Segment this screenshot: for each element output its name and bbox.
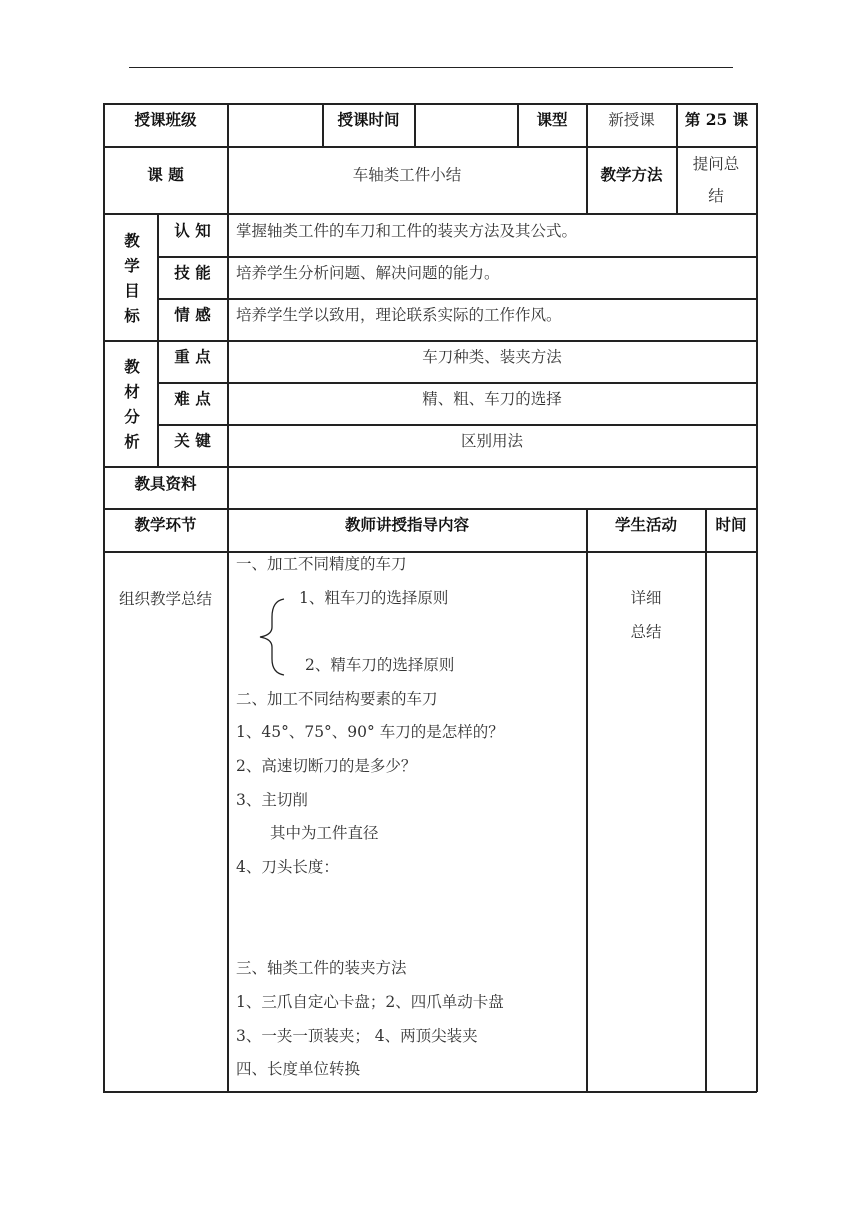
type-value: 新授课: [608, 111, 655, 129]
content-line: 1、粗车刀的选择原则: [299, 589, 449, 607]
analysis-text-difficult: 精、粗、车刀的选择: [422, 390, 562, 408]
time-label: 授课时间: [337, 110, 400, 129]
objectives-label: 教学目标: [124, 231, 140, 325]
objective-text-emotion: 培养学生学以致用，理论联系实际的工作作风。: [236, 306, 562, 324]
content-line: 二、加工不同结构要素的车刀: [236, 690, 438, 708]
content-header: 教师讲授指导内容: [344, 515, 469, 534]
analysis-label: 教材分析: [124, 357, 140, 451]
header-rule: [129, 67, 733, 68]
lesson-number: 第 25 课: [684, 110, 749, 129]
objective-text-cognition: 掌握轴类工件的车刀和工件的装夹方法及其公式。: [236, 222, 578, 240]
analysis-text-key: 车刀种类、装夹方法: [422, 348, 562, 366]
content-line: 其中为工件直径: [270, 824, 379, 842]
content-line: 2、精车刀的选择原则: [305, 656, 455, 674]
student-header: 学生活动: [614, 515, 677, 534]
student-activity-line1: 详细: [630, 589, 662, 607]
content-line: 1、三爪自定心卡盘；2、四爪单动卡盘: [236, 993, 504, 1011]
time-header: 时间: [715, 515, 747, 534]
method-value: 提问总结: [692, 155, 740, 205]
analysis-text-critical: 区别用法: [460, 432, 523, 450]
stage-cell: 组织教学总结: [118, 590, 212, 608]
analysis-label-key: 重 点: [174, 347, 211, 366]
type-label: 课型: [536, 110, 568, 129]
content-line: 1、45°、75°、90° 车刀的是怎样的？: [236, 723, 504, 741]
content-line: 一、加工不同精度的车刀: [236, 555, 407, 573]
topic-label: 课 题: [147, 165, 184, 184]
content-line: 3、一夹一顶装夹； 4、两顶尖装夹: [236, 1027, 478, 1045]
content-line: 四、长度单位转换: [236, 1060, 361, 1078]
objective-label-skill: 技 能: [174, 263, 211, 282]
topic-value: 车轴类工件小结: [352, 166, 462, 184]
brace-icon: [256, 597, 286, 677]
content-line: 三、轴类工件的装夹方法: [236, 959, 407, 977]
analysis-label-critical: 关 键: [174, 431, 211, 450]
objective-label-emotion: 情 感: [174, 305, 211, 324]
class-label: 授课班级: [134, 110, 197, 129]
analysis-label-difficult: 难 点: [174, 389, 211, 408]
content-line: 4、刀头长度：: [236, 858, 339, 876]
stage-header: 教学环节: [134, 515, 197, 534]
objective-text-skill: 培养学生分析问题、解决问题的能力。: [236, 264, 500, 282]
objective-label-cognition: 认 知: [174, 221, 211, 240]
content-line: 2、高速切断刀的是多少？: [236, 757, 417, 775]
student-activity-line2: 总结: [630, 623, 662, 641]
materials-label: 教具资料: [134, 474, 197, 493]
method-label: 教学方法: [600, 165, 663, 184]
content-line: 3、主切削: [236, 791, 308, 809]
